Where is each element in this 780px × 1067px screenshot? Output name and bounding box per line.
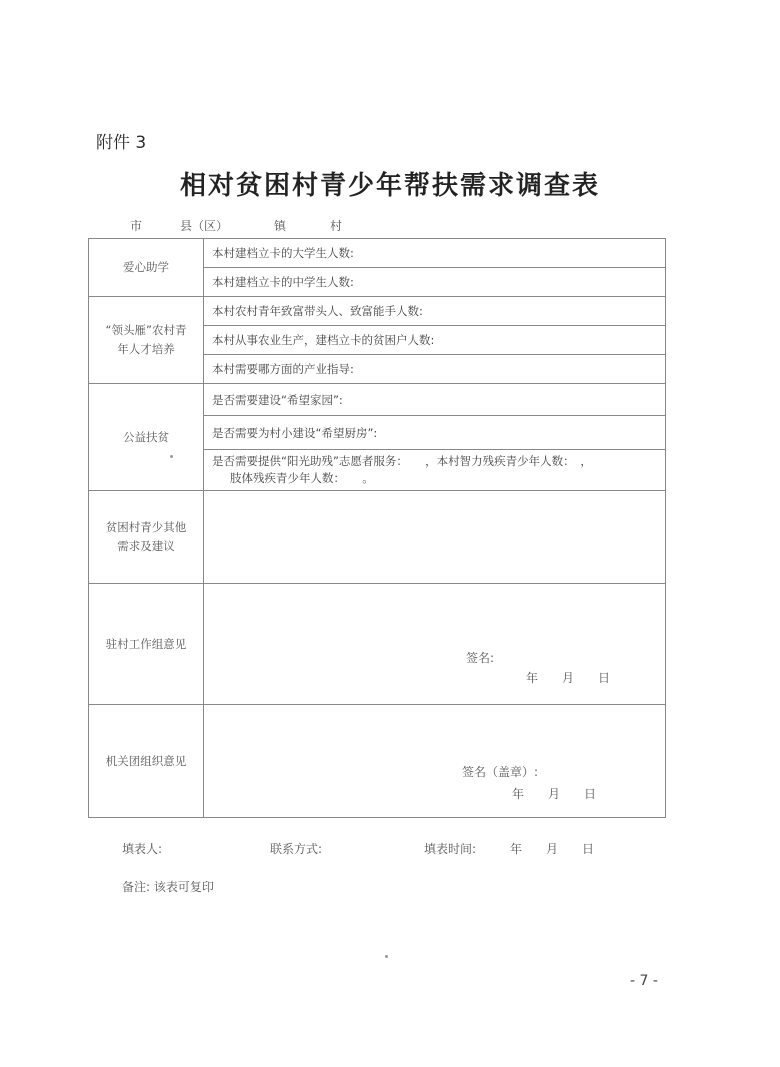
location-village: 村 <box>330 219 343 233</box>
volunteer-line: 肢体残疾青少年人数： 。 <box>230 471 374 485</box>
page-number: - 7 - <box>630 973 658 989</box>
attachment-label: 附件 3 <box>96 133 147 153</box>
other-content <box>204 491 666 584</box>
org-label: 机关团组织意见 <box>89 705 204 818</box>
org-sign: 签名（盖章）: <box>462 765 539 779</box>
survey-table <box>88 238 666 818</box>
table-row <box>89 705 666 818</box>
table-row <box>89 491 666 584</box>
location-town: 镇 <box>274 219 287 233</box>
footer-fill-time: 填表时间: <box>424 842 477 856</box>
table-row <box>89 384 666 416</box>
talent-label-line: “领头雁”农村青 <box>105 323 187 337</box>
talent-item-leaders: 本村农村青年致富带头人、致富能手人数: <box>204 297 666 326</box>
charity-label: 公益扶贫 <box>89 384 204 491</box>
note: 备注: 该表可复印 <box>122 880 214 894</box>
volunteer-line: 是否需要提供“阳光助残”志愿者服务： ，本村智力残疾青少年人数： ， <box>212 454 592 468</box>
table-row <box>89 239 666 268</box>
footer-filler: 填表人: <box>122 842 163 856</box>
talent-item-guidance: 本村需要哪方面的产业指导: <box>204 355 666 384</box>
other-label <box>89 491 204 584</box>
table-row <box>89 297 666 326</box>
talent-label-line: 年人才培养 <box>117 342 175 356</box>
footer-date: 年 月 日 <box>510 842 595 856</box>
table-row <box>89 584 666 705</box>
study-item-middle-school: 本村建档立卡的中学生人数: <box>204 268 666 297</box>
page-title: 相对贫困村青少年帮扶需求调查表 <box>179 171 600 201</box>
study-item-university: 本村建档立卡的大学生人数: <box>204 239 666 268</box>
work-group-content <box>204 584 666 705</box>
org-content <box>204 705 666 818</box>
scan-speck <box>170 455 173 458</box>
work-group-date: 年 月 日 <box>526 671 611 685</box>
other-label-line: 需求及建议 <box>117 539 175 553</box>
work-group-label: 驻村工作组意见 <box>89 584 204 705</box>
org-date: 年 月 日 <box>512 787 597 801</box>
charity-item-kitchen: 是否需要为村小建设“希望厨房”: <box>204 416 666 450</box>
work-group-sign: 签名: <box>466 651 495 665</box>
location-city: 市 <box>130 219 143 233</box>
talent-label <box>89 297 204 384</box>
other-label-line: 贫困村青少其他 <box>105 520 187 534</box>
talent-item-farmers: 本村从事农业生产，建档立卡的贫困户人数: <box>204 326 666 355</box>
scan-speck <box>385 955 388 958</box>
charity-item-home: 是否需要建设“希望家园”: <box>204 384 666 416</box>
charity-item-volunteer <box>204 450 666 491</box>
location-county: 县（区） <box>180 219 229 233</box>
footer-contact: 联系方式: <box>270 842 323 856</box>
study-label: 爱心助学 <box>89 239 204 297</box>
